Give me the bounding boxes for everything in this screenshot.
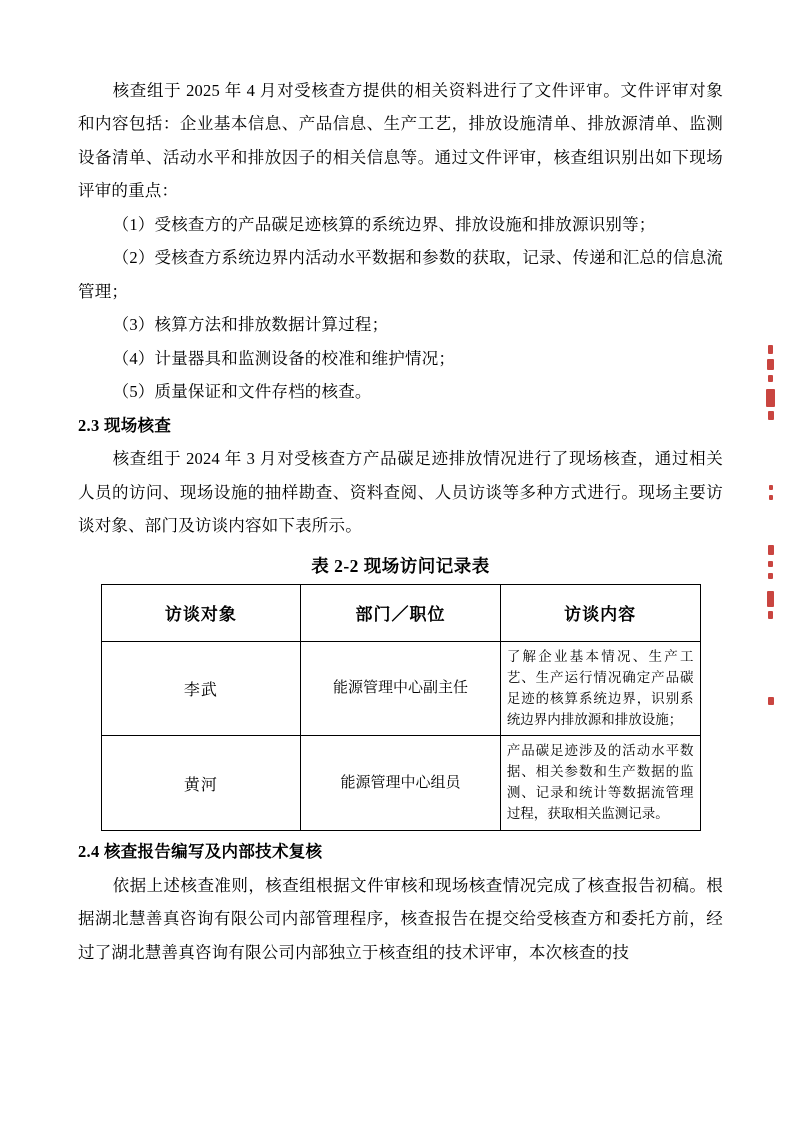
page-content bbox=[78, 74, 723, 969]
seal-mark-icon bbox=[768, 345, 773, 354]
table-row bbox=[101, 736, 700, 831]
seal-mark-icon bbox=[769, 485, 773, 490]
seal-mark-icon bbox=[768, 545, 774, 555]
column-header-department: 部门／职位 bbox=[301, 584, 501, 641]
seal-mark-icon bbox=[768, 611, 773, 619]
heading-section-2-4: 2.4 核查报告编写及内部技术复核 bbox=[78, 842, 323, 862]
seal-mark-icon bbox=[766, 389, 775, 407]
paragraph-report-review: 依据上述核查准则，核查组根据文件审核和现场核查情况完成了核查报告初稿。根据湖北慧善真咨询有限公司内部管理程序，核查报告在提交给受核查方和委托方前，经过了湖北慧善真咨询有限公司内部独立于核查组的技术评审，本次核查的技 bbox=[78, 875, 723, 962]
seal-mark-icon bbox=[767, 359, 774, 370]
cell-interviewee: 李武 bbox=[101, 641, 301, 736]
seal-marks bbox=[764, 345, 786, 745]
seal-mark-icon bbox=[768, 411, 774, 420]
seal-mark-icon bbox=[768, 573, 773, 579]
seal-mark-icon bbox=[769, 495, 773, 500]
paragraph-intro: 核查组于 2025 年 4 月对受核查方提供的相关资料进行了文件评审。文件评审对象和内容包括：企业基本信息、产品信息、生产工艺，排放设施清单、排放源清单、监测设备清单、活动水平和排放因子的相关信息等。通过文件评审，核查组识别出如下现场评审的重点： bbox=[78, 81, 723, 201]
interview-record-table bbox=[101, 584, 701, 831]
table-caption: 表 2-2 现场访问记录表 bbox=[311, 555, 490, 576]
cell-content: 产品碳足迹涉及的活动水平数据、相关参数和生产数据的监测、记录和统计等数据流管理过程，获取相关监测记录。 bbox=[500, 736, 700, 831]
seal-mark-icon bbox=[768, 697, 774, 705]
list-item-1: （1）受核查方的产品碳足迹核算的系统边界、排放设施和排放源识别等； bbox=[112, 214, 656, 234]
seal-mark-icon bbox=[767, 591, 774, 607]
column-header-content: 访谈内容 bbox=[500, 584, 700, 641]
paragraph-onsite-review: 核查组于 2024 年 3 月对受核查方产品碳足迹排放情况进行了现场核查，通过相关人员的访问、现场设施的抽样勘查、资料查阅、人员访谈等多种方式进行。现场主要访谈对象、部门及访谈内容如下表所示。 bbox=[78, 449, 723, 536]
cell-department: 能源管理中心组员 bbox=[301, 736, 501, 831]
heading-section-2-3: 2.3 现场核查 bbox=[78, 415, 172, 435]
list-item-2: （2）受核查方系统边界内活动水平数据和参数的获取，记录、传递和汇总的信息流管理； bbox=[78, 248, 723, 301]
table-row bbox=[101, 641, 700, 736]
table-header-row bbox=[101, 584, 700, 641]
cell-department: 能源管理中心副主任 bbox=[301, 641, 501, 736]
seal-mark-icon bbox=[768, 561, 773, 567]
list-item-5: （5）质量保证和文件存档的核查。 bbox=[112, 382, 372, 402]
cell-content: 了解企业基本情况、生产工艺、生产运行情况确定产品碳足迹的核算系统边界，识别系统边界内排放源和排放设施； bbox=[500, 641, 700, 736]
column-header-interviewee: 访谈对象 bbox=[101, 584, 301, 641]
cell-interviewee: 黄河 bbox=[101, 736, 301, 831]
list-item-4: （4）计量器具和监测设备的校准和维护情况； bbox=[112, 348, 456, 368]
seal-mark-icon bbox=[768, 375, 773, 382]
list-item-3: （3）核算方法和排放数据计算过程； bbox=[112, 315, 389, 335]
